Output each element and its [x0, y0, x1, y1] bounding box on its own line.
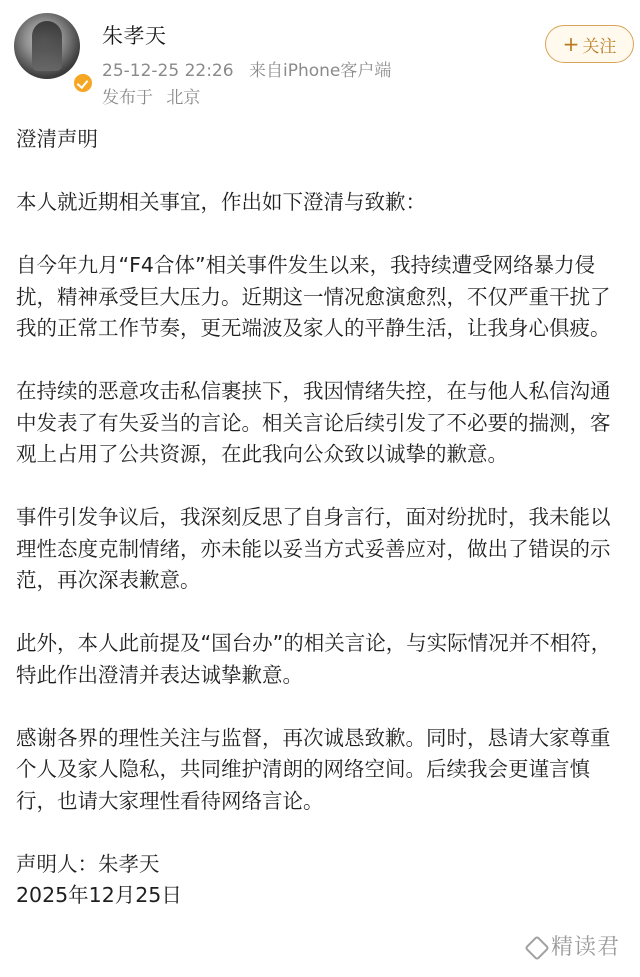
avatar[interactable]	[14, 13, 80, 79]
statement-paragraph: 此外，本人此前提及“国台办”的相关言论，与实际情况并不相符，特此作出澄清并表达诚挚歉意。	[16, 631, 612, 687]
post-meta	[102, 56, 391, 81]
statement-paragraph: 自今年九月“F4合体”相关事件发生以来，我持续遭受网络暴力侵扰，精神承受巨大压力。近期这一情况愈演愈烈，不仅严重干扰了我的正常工作节奏，更无端波及家人的平静生活，让我身心俱疲。	[16, 253, 611, 340]
post-location	[102, 83, 200, 108]
location-prefix: 发布于	[102, 88, 153, 108]
plus-icon: +	[562, 32, 580, 56]
statement-title: 澄清声明	[16, 127, 98, 151]
statement-paragraph: 感谢各界的理性关注与监督，再次诚恳致歉。同时，恳请大家尊重个人及家人隐私，共同维护清朗的网络空间。后续我会更谨言慎行，也请大家理性看待网络言论。	[16, 725, 611, 813]
statement-date: 2025年12月25日	[16, 883, 182, 907]
post-body	[16, 124, 626, 912]
watermark-logo-icon	[525, 935, 547, 957]
statement-paragraph: 事件引发争议后，我深刻反思了自身言行，面对纷扰时，我未能以理性态度克制情绪，亦未能以妥当方式妥善应对，做出了错误的示范，再次深表歉意。	[16, 505, 611, 592]
watermark-text: 精读君	[551, 935, 621, 960]
avatar-figure	[32, 21, 62, 71]
post-source: 来自iPhone客户端	[248, 61, 392, 81]
statement-paragraph: 在持续的恶意攻击私信裹挟下，我因情绪失控，在与他人私信沟通中发表了有失妥当的言论。相关言论后续引发了不必要的揣测，客观上占用了公共资源，在此我向公众致以诚挚的歉意。	[16, 379, 611, 466]
statement-signer: 声明人：朱孝天	[16, 851, 160, 876]
location-name: 北京	[166, 88, 201, 108]
follow-label: 关注	[582, 36, 617, 57]
follow-button[interactable]	[545, 25, 634, 63]
watermark	[525, 930, 620, 961]
author-name[interactable]: 朱孝天	[102, 24, 167, 48]
post-timestamp: 25-12-25 22:26	[102, 61, 234, 81]
verified-badge-icon	[72, 72, 94, 94]
statement-intro: 本人就近期相关事宜，作出如下澄清与致歉：	[16, 190, 426, 214]
post-header	[0, 0, 640, 120]
